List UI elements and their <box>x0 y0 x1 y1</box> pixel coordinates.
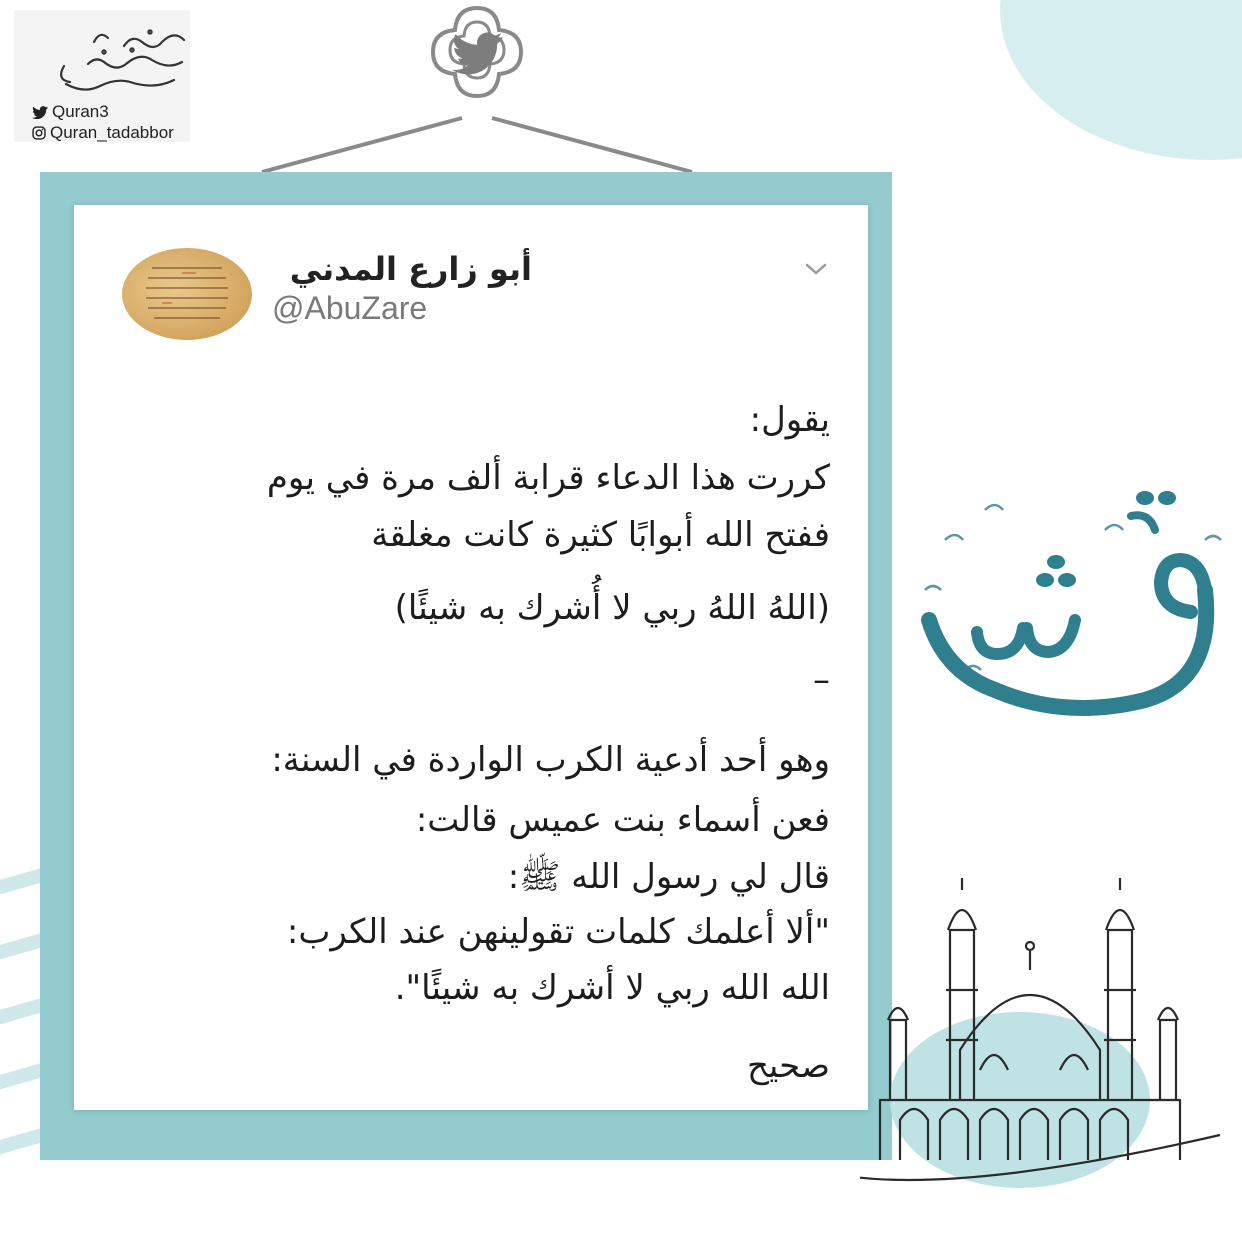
display-name[interactable]: أبو زارع المدني <box>289 250 532 288</box>
chevron-down-icon[interactable] <box>802 258 830 280</box>
tweet-line: يقول: <box>749 400 830 440</box>
tweet-line: ففتح الله أبوابًا كثيرة كانت مغلقة <box>371 515 830 555</box>
tweet-line: – <box>813 660 830 700</box>
frame-hanger <box>0 0 1242 200</box>
user-handle[interactable]: @AbuZare <box>272 290 428 326</box>
tweet-line: "ألا أعلمك كلمات تقولينهن عند الكرب: <box>286 912 830 952</box>
manuscript-image <box>122 248 252 340</box>
tweet-line: صحيح <box>746 1046 830 1086</box>
avatar[interactable] <box>122 248 252 340</box>
mosque-line-art <box>860 870 1242 1242</box>
tweet-line: كررت هذا الدعاء قرابة ألف مرة في يوم <box>266 458 830 498</box>
twitter-handle: Quran3 <box>52 102 109 121</box>
tweet-line: الله الله ربي لا أشرك به شيئًا". <box>394 968 830 1008</box>
tweet-line: (اللهُ اللهُ ربي لا أُشرك به شيئًا) <box>394 588 830 628</box>
tweet-line: وهو أحد أدعية الكرب الواردة في السنة: <box>271 740 830 780</box>
calligraphy-title <box>905 470 1235 740</box>
instagram-handle: Quran_tadabbor <box>50 123 174 142</box>
tweet-line: قال لي رسول الله ﷺ: <box>507 857 830 897</box>
tweet-line: فعن أسماء بنت عميس قالت: <box>415 800 830 840</box>
